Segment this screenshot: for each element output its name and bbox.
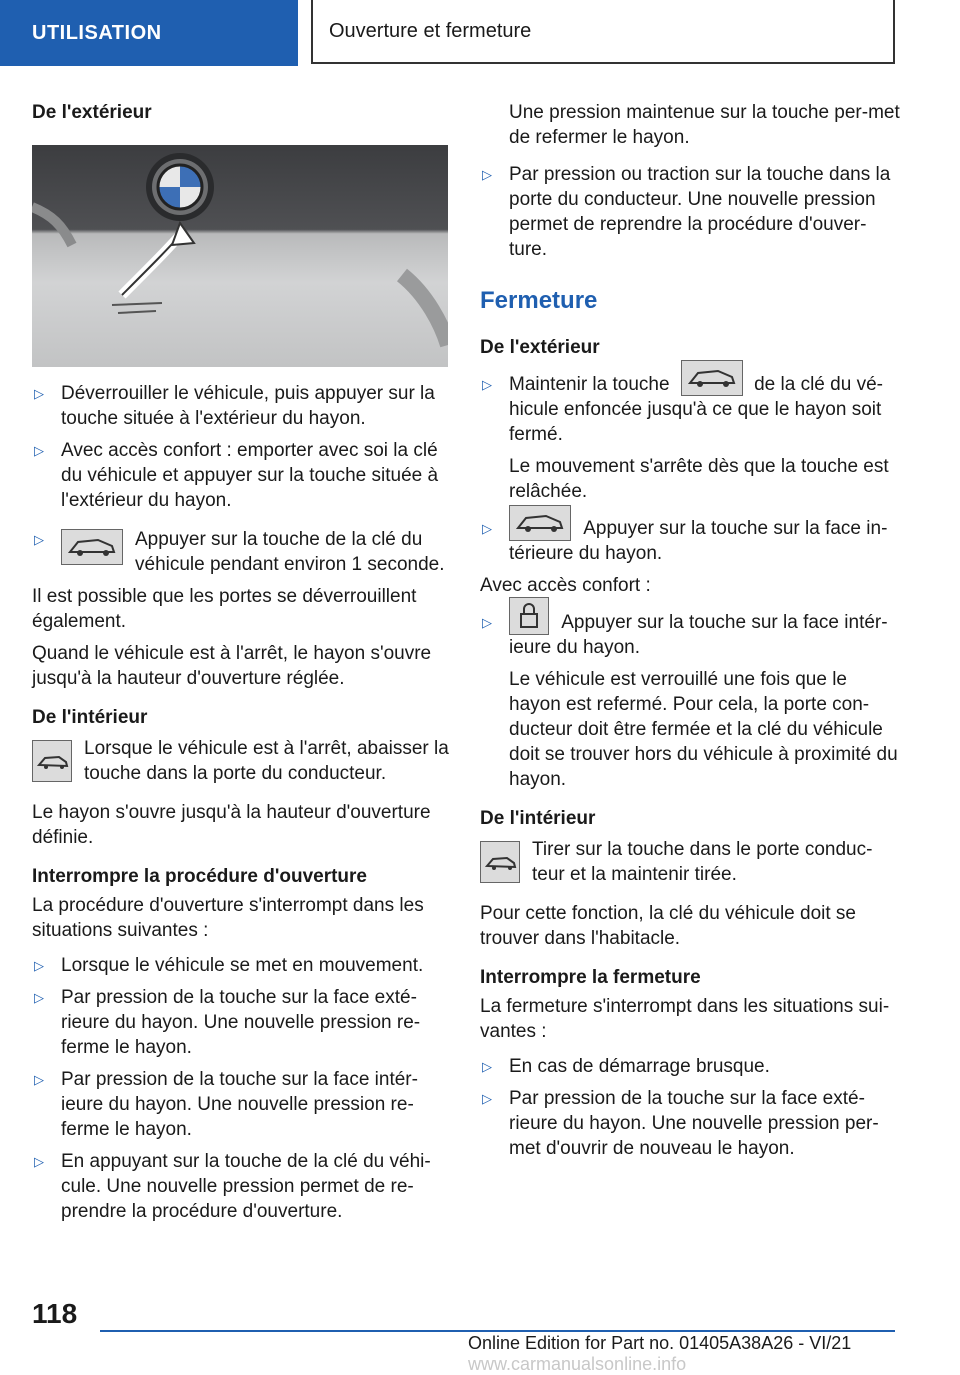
list-item-text: Avec accès confort : emporter avec soi la clé du véhicule et appuyer sur la touche située à l'extérieur du hayon. [61, 440, 439, 511]
bullet-glyph: ▷ [34, 990, 44, 1005]
bullet-glyph: ▷ [34, 958, 44, 973]
tailgate-icon [681, 360, 743, 396]
bullet-glyph: ▷ [482, 377, 492, 392]
list-item-text: Maintenir la touche [509, 374, 670, 395]
paragraph: La fermeture s'interrompt dans les situations sui-vantes : [480, 996, 890, 1042]
list-item [480, 1086, 900, 1161]
bullet-glyph: ▷ [34, 1072, 44, 1087]
list-item [32, 381, 450, 431]
edition-text: Online Edition for Part no. 01405A38A26 - VI/21 [468, 1333, 852, 1353]
list-item-text: Appuyer sur la touche de la clé du véhicule pendant environ 1 seconde. [135, 529, 445, 575]
bullet-glyph: ▷ [34, 1154, 44, 1169]
heading-interrupt-closing: Interrompre la fermeture [480, 967, 701, 988]
header-chapter-box [311, 0, 895, 64]
note-text: Le mouvement s'arrête dès que la touche est relâchée. [509, 456, 889, 502]
list-item [32, 527, 450, 577]
paragraph: La procédure d'ouverture s'interrompt dans les situations suivantes : [32, 895, 424, 941]
interior-text: Tirer sur la touche dans le porte conduc-teur et la maintenir tirée. [532, 839, 873, 885]
door-switch-icon [480, 841, 520, 883]
bullet-glyph: ▷ [482, 521, 492, 536]
bullet-glyph: ▷ [482, 167, 492, 182]
list-item [480, 516, 900, 566]
list-item-text: Appuyer sur la touche sur la face in-térieure du hayon. [509, 518, 888, 564]
list-item-text: En cas de démarrage brusque. [509, 1056, 770, 1077]
list-item [480, 610, 900, 792]
paragraph: Le hayon s'ouvre jusqu'à la hauteur d'ouverture définie. [32, 802, 431, 848]
list-item [32, 953, 450, 978]
list-item-text: de la clé du vé-hicule enfoncée jusqu'à ce que le hayon soit fermé. [509, 374, 883, 445]
right-column [480, 100, 900, 1168]
list-item [32, 985, 450, 1060]
list-item [480, 162, 900, 262]
heading-interior: De l'intérieur [32, 707, 148, 728]
footer-edition [468, 1333, 960, 1375]
footer-rule [100, 1330, 895, 1332]
page-number: 118 [32, 1298, 78, 1329]
continued-text: Une pression maintenue sur la touche per-met de refermer le hayon. [509, 102, 900, 148]
list-item [32, 1067, 450, 1142]
interior-block [32, 736, 450, 786]
heading-exterior: De l'extérieur [32, 102, 152, 123]
paragraph: Pour cette fonction, la clé du véhicule doit se trouver dans l'habitacle. [480, 903, 857, 949]
bullet-glyph: ▷ [482, 1059, 492, 1074]
paragraph: Quand le véhicule est à l'arrêt, le hayon s'ouvre jusqu'à la hauteur d'ouverture réglée. [32, 643, 432, 689]
header-chapter-label: Ouverture et fermeture [329, 19, 532, 42]
bullet-glyph: ▷ [34, 443, 44, 458]
door-switch-icon [32, 740, 72, 782]
interior-text: Lorsque le véhicule est à l'arrêt, abaisser la touche dans la porte du conducteur. [84, 738, 449, 784]
list-item-text: En appuyant sur la touche de la clé du véhi-cule. Une nouvelle pression permet de re-prendre la procédure d'ouverture. [61, 1151, 431, 1222]
note-text: Le véhicule est verrouillé une fois que le hayon est refermé. Pour cela, la porte con-ducteur doit être fermée et la clé du véhicule doit se trouver hors du véhicule à proximité du hayon. [509, 669, 898, 790]
heading-interrupt-opening: Interrompre la procédure d'ouverture [32, 866, 367, 887]
heading-interior-close: De l'intérieur [480, 808, 596, 829]
list-item [480, 1054, 900, 1079]
bullet-glyph: ▷ [34, 386, 44, 401]
paragraph: Il est possible que les portes se déverrouillent également. [32, 586, 417, 632]
tailgate-icon [61, 529, 123, 565]
interior-block [480, 837, 900, 887]
list-item [32, 1149, 450, 1224]
section-title-fermeture: Fermeture [480, 287, 598, 314]
tailgate-button-photo [32, 145, 448, 367]
left-column [32, 100, 450, 1231]
watermark: www.carmanualsonline.info [468, 1354, 687, 1374]
list-item-text: Déverrouiller le véhicule, puis appuyer sur la touche située à l'extérieur du hayon. [61, 383, 435, 429]
list-item-text: Appuyer sur la touche sur la face intér-ieure du hayon. [509, 612, 888, 658]
list-item [32, 438, 450, 513]
header-section-tab [0, 0, 298, 66]
list-item-text: Par pression de la touche sur la face intér-ieure du hayon. Une nouvelle pression re-ferme le hayon. [61, 1069, 418, 1140]
bullet-glyph: ▷ [34, 532, 44, 547]
heading-exterior-close: De l'extérieur [480, 337, 600, 358]
list-item-text: Par pression de la touche sur la face exté-rieure du hayon. Une nouvelle pression per-met d'ouvrir de nouveau le hayon. [509, 1088, 879, 1159]
list-item-text: Par pression ou traction sur la touche dans la porte du conducteur. Une nouvelle pression permet de reprendre la procédure d'ouver-ture. [509, 164, 891, 260]
list-item [480, 372, 900, 504]
lock-icon [509, 597, 549, 635]
list-item-text: Lorsque le véhicule se met en mouvement. [61, 955, 424, 976]
comfort-label: Avec accès confort : [480, 575, 651, 596]
header-section-label: UTILISATION [32, 21, 162, 44]
tailgate-icon [509, 505, 571, 541]
bullet-glyph: ▷ [482, 615, 492, 630]
list-item-text: Par pression de la touche sur la face exté-rieure du hayon. Une nouvelle pression re-ferme le hayon. [61, 987, 421, 1058]
bullet-glyph: ▷ [482, 1091, 492, 1106]
